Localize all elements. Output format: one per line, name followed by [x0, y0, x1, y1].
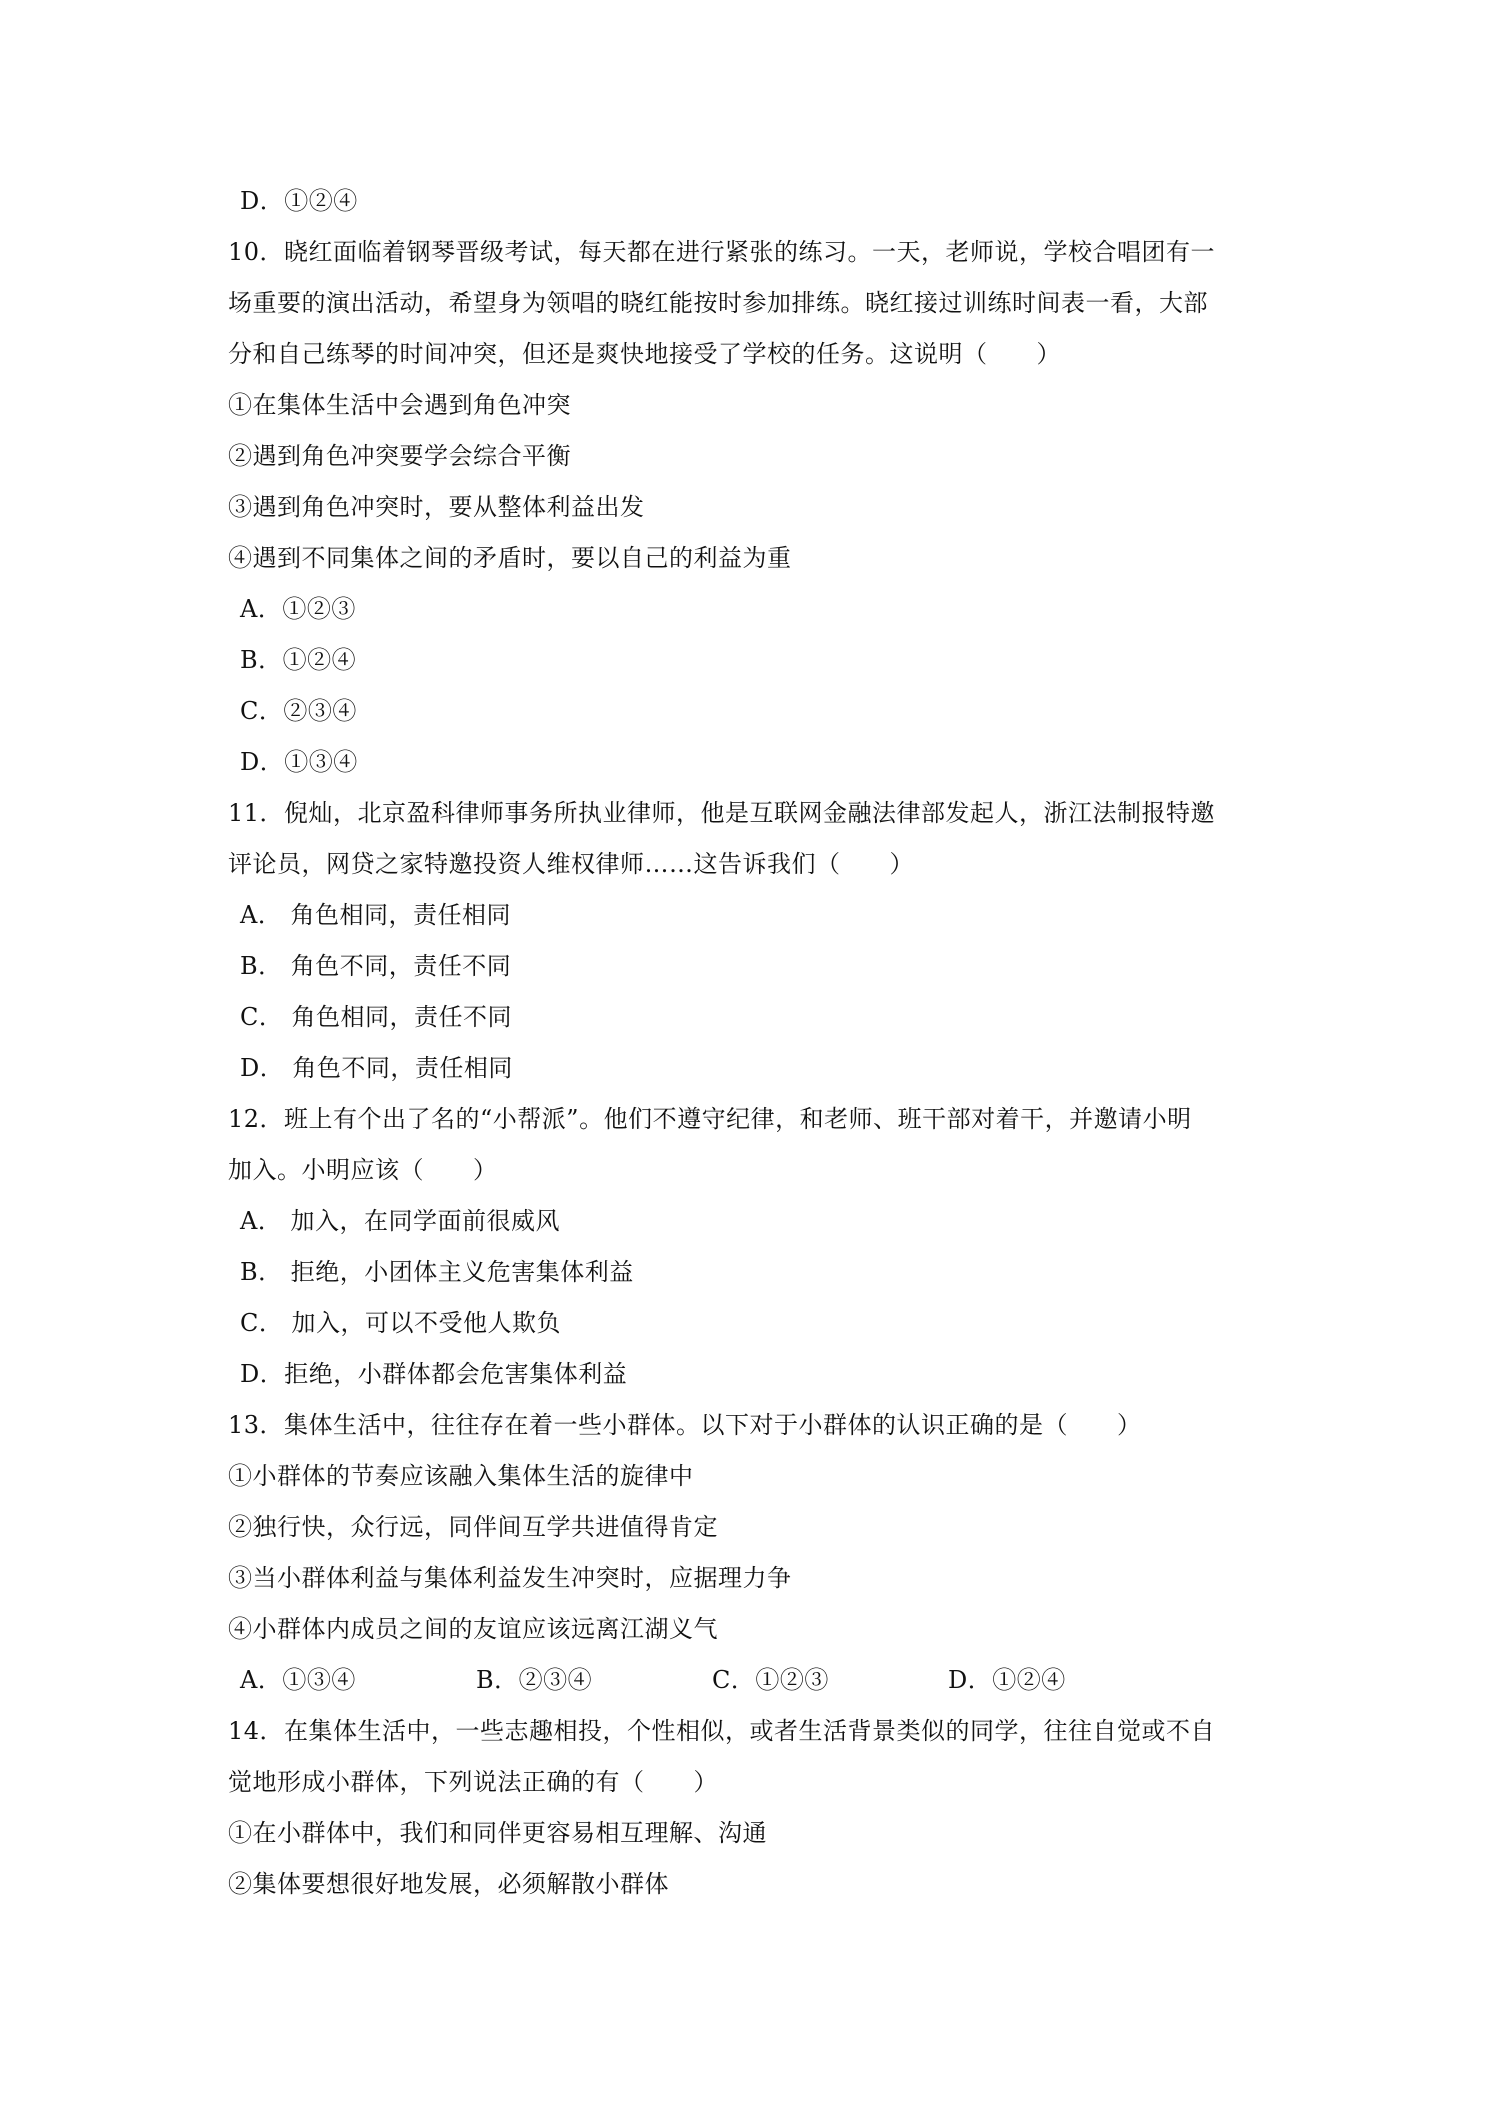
option-c: C．①②③: [712, 1666, 829, 1694]
statement-line: ②独行快，众行远，同伴间互学共进值得肯定: [228, 1513, 718, 1541]
question-12-line: 加入。小明应该（ ）: [228, 1156, 498, 1184]
question-11-line: 评论员，网贷之家特邀投资人维权律师……这告诉我们（ ）: [228, 850, 914, 878]
question-11-line: 11．倪灿，北京盈科律师事务所执业律师，他是互联网金融法律部发起人，浙江法制报特邀: [228, 799, 1216, 827]
option-line: B．①②④: [240, 646, 357, 674]
page-content: [228, 176, 1268, 1910]
option-line: D．拒绝，小群体都会危害集体利益: [240, 1360, 628, 1388]
statement-line: ①在小群体中，我们和同伴更容易相互理解、沟通: [228, 1819, 767, 1847]
statement-line: ④小群体内成员之间的友谊应该远离江湖义气: [228, 1615, 718, 1643]
option-line: C． 角色相同，责任不同: [240, 1003, 512, 1031]
option-b: B．②③④: [476, 1666, 593, 1694]
option-line: B． 拒绝，小团体主义危害集体利益: [240, 1258, 634, 1286]
option-line: D． 角色不同，责任相同: [240, 1054, 513, 1082]
option-line: A．①②③: [240, 595, 356, 623]
question-14-line: 14．在集体生活中，一些志趣相投，个性相似，或者生活背景类似的同学，往往自觉或不自: [228, 1717, 1216, 1745]
statement-line: ②集体要想很好地发展，必须解散小群体: [228, 1870, 669, 1898]
question-10-line: 场重要的演出活动，希望身为领唱的晓红能按时参加排练。晓红接过训练时间表一看，大部: [228, 289, 1208, 317]
option-line: B． 角色不同，责任不同: [240, 952, 512, 980]
option-d: D．①②④: [948, 1666, 1066, 1694]
question-14-line: 觉地形成小群体，下列说法正确的有（ ）: [228, 1768, 718, 1796]
statement-line: ③遇到角色冲突时，要从整体利益出发: [228, 493, 645, 521]
option-line: C．②③④: [240, 697, 357, 725]
question-13-options-row: [228, 1655, 1268, 1706]
question-10-line: 10．晓红面临着钢琴晋级考试，每天都在进行紧张的练习。一天，老师说，学校合唱团有一: [228, 238, 1216, 266]
option-line: A． 角色相同，责任相同: [240, 901, 511, 929]
question-12-line: 12．班上有个出了名的“小帮派”。他们不遵守纪律，和老师、班干部对着干，并邀请小明: [228, 1105, 1192, 1133]
statement-line: ②遇到角色冲突要学会综合平衡: [228, 442, 571, 470]
option-line: D．①③④: [240, 748, 358, 776]
statement-line: ①小群体的节奏应该融入集体生活的旋律中: [228, 1462, 694, 1490]
statement-line: ④遇到不同集体之间的矛盾时，要以自己的利益为重: [228, 544, 792, 572]
question-13-line: 13．集体生活中，往往存在着一些小群体。以下对于小群体的认识正确的是（ ）: [228, 1411, 1142, 1439]
question-10-line: 分和自己练琴的时间冲突，但还是爽快地接受了学校的任务。这说明（ ）: [228, 340, 1061, 368]
option-line: C． 加入，可以不受他人欺负: [240, 1309, 561, 1337]
statement-line: ①在集体生活中会遇到角色冲突: [228, 391, 571, 419]
option-line: A． 加入，在同学面前很威风: [240, 1207, 560, 1235]
option-line: D．①②④: [240, 187, 358, 215]
option-a: A．①③④: [240, 1666, 356, 1694]
statement-line: ③当小群体利益与集体利益发生冲突时，应据理力争: [228, 1564, 792, 1592]
